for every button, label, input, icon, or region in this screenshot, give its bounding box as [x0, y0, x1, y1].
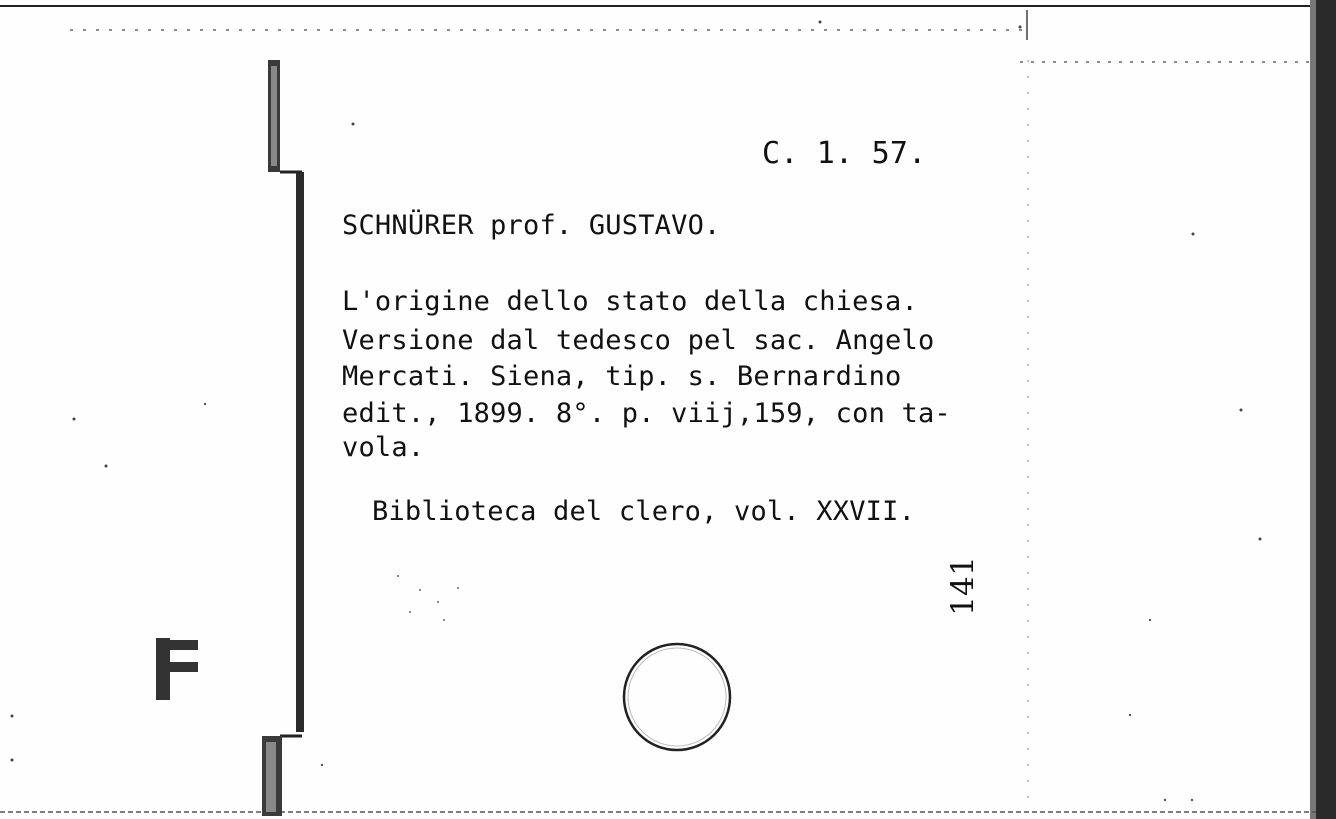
right-scan-edge-shadow — [1310, 0, 1316, 819]
binding-strip-top-light — [271, 66, 277, 166]
description-line: L'origine dello stato della chiesa. — [342, 286, 918, 317]
description-line: Versione dal tedesco pel sac. Angelo — [342, 325, 935, 356]
description-line: vola. — [342, 432, 425, 463]
right-scan-edge — [1316, 0, 1336, 819]
clip-mark-top — [170, 640, 198, 650]
binding-strip-bottom-light — [266, 742, 276, 812]
series-note: Biblioteca del clero, vol. XXVII. — [372, 496, 916, 527]
punch-hole-inner — [628, 648, 726, 746]
clip-mark-bar — [156, 638, 170, 700]
punch-hole — [624, 644, 730, 750]
stamp-number: 141 — [945, 556, 981, 616]
shelfmark: C. 1. 57. — [762, 136, 927, 171]
description-line: edit., 1899. 8°. p. viij,159, con ta- — [342, 398, 951, 429]
description-line: Mercati. Siena, tip. s. Bernardino — [342, 361, 902, 392]
clip-mark-middle — [170, 662, 198, 672]
binding-strip-main — [296, 172, 304, 732]
author-heading: SCHNÜRER prof. GUSTAVO. — [342, 210, 721, 241]
